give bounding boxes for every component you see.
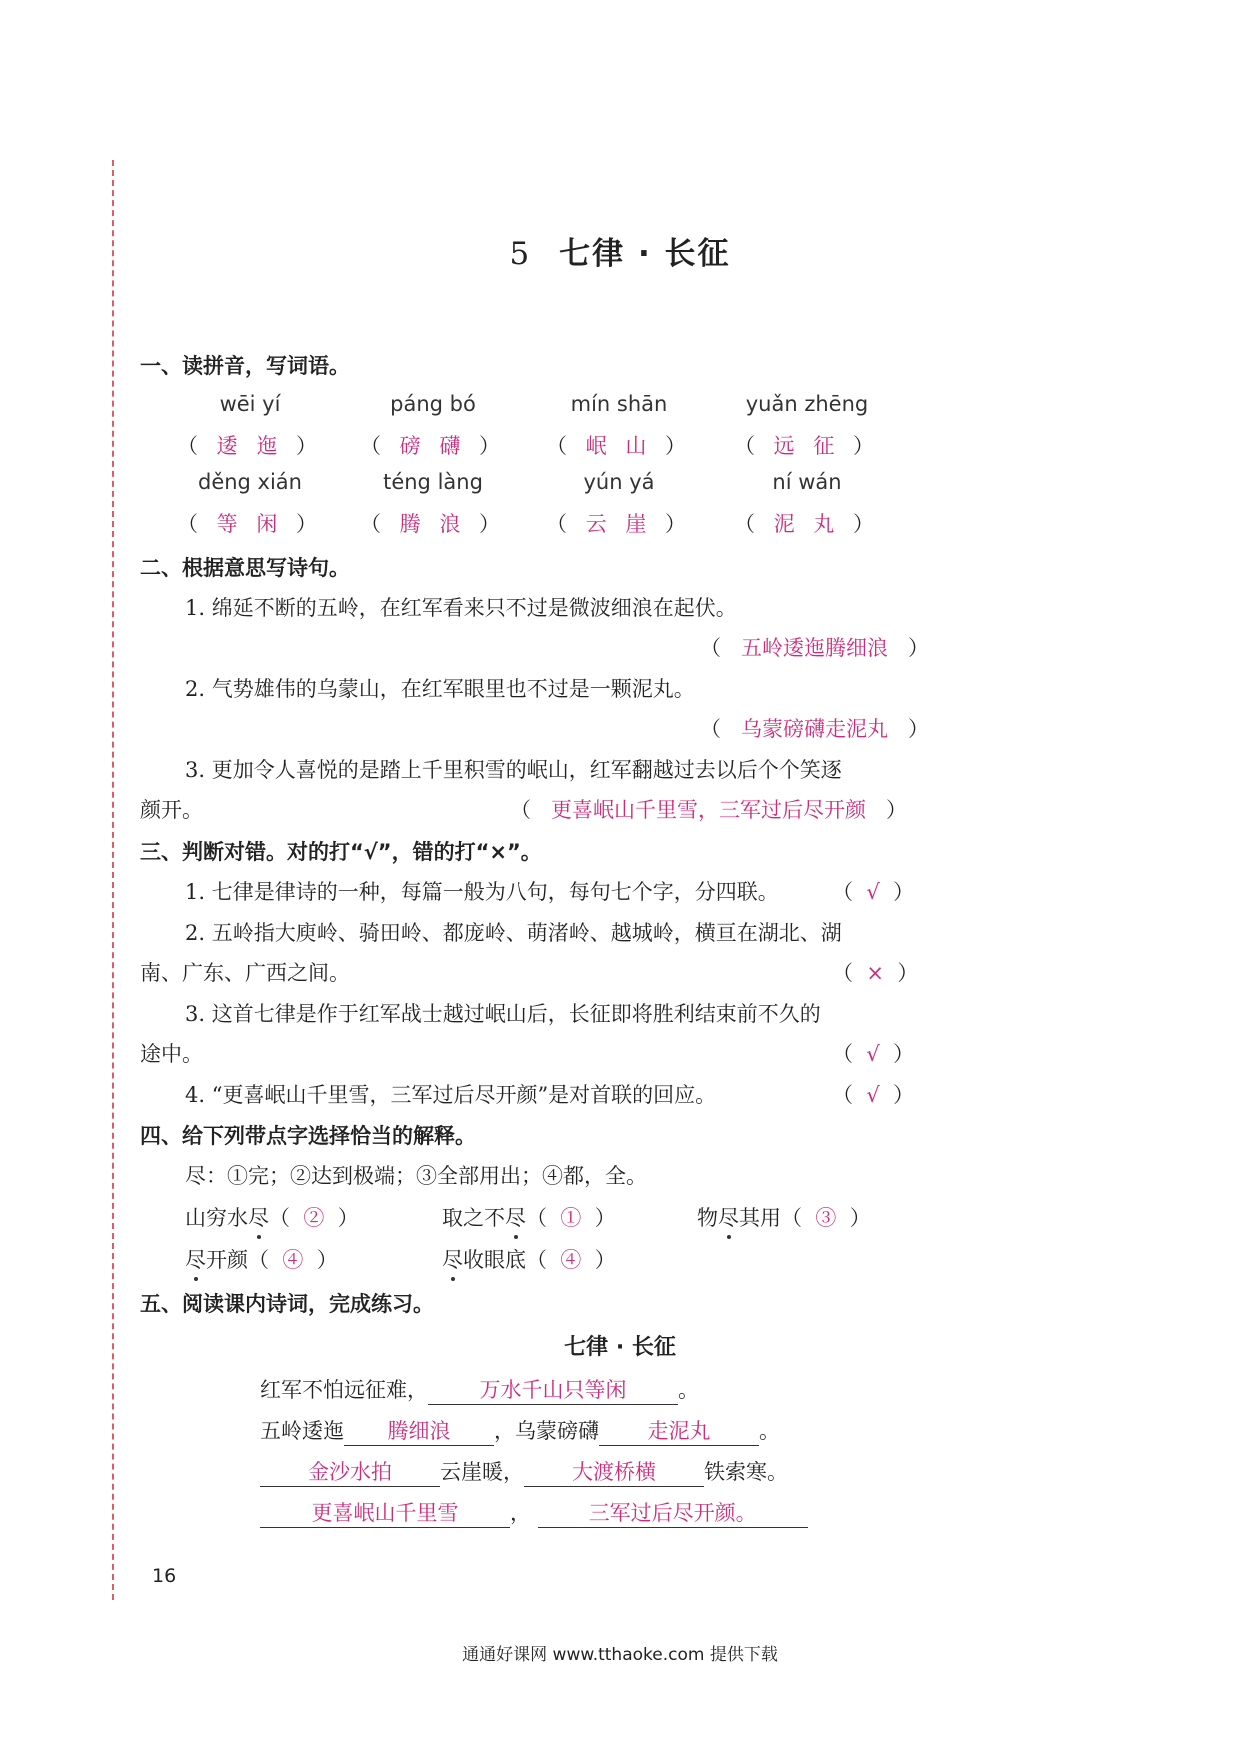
section-2-heading: 二、根据意思写诗句。 [140,556,350,580]
poem-line-3: 金沙水拍 云崖暖， 大渡桥横 铁索寒。 [260,1456,788,1487]
section-3-heading: 三、判断对错。对的打“√”，错的打“×”。 [140,840,542,864]
section-1-heading: 一、读拼音，写词语。 [140,354,350,378]
answer-box-3: （ 岷 山 ） [545,434,693,458]
s3-statement-2: 2. 五岭指大庾岭、骑田岭、都庞岭、萌渚岭、越城岭，横亘在湖北、湖 [185,921,842,945]
poem-answer-5: 大渡桥横 [572,1460,656,1484]
answer-box-7: （ 云 崖 ） [545,512,693,536]
poem-line-4: 更喜岷山千里雪 ， 三军过后尽开颜。 [260,1497,808,1528]
answer-8: 泥 丸 [773,512,841,536]
s2-answer-3-box: （ 更喜岷山千里雪，三军过后尽开颜 ） [510,798,908,822]
pinyin-7: yún yá [583,470,655,494]
answer-2: 磅 礴 [399,434,467,458]
margin-dashed-line [112,160,114,1600]
s4-answer-5: ④ [560,1248,582,1272]
answer-box-1: （ 逶 迤 ） [176,434,324,458]
s3-judgement-3: √ [866,1042,880,1066]
s3-judgement-2: × [866,961,884,985]
answer-box-8: （ 泥 丸 ） [733,512,881,536]
s3-judgement-1-box: （ √ ） [832,880,915,904]
s3-judgement-4-box: （ √ ） [832,1083,915,1107]
s2-answer-1: 五岭逶迤腾细浪 [741,636,889,660]
s2-question-1: 1. 绵延不断的五岭，在红军看来只不过是微波细浪在起伏。 [185,596,737,620]
s4-answer-1: ② [303,1206,325,1230]
dotted-char: 尽 [718,1202,739,1232]
s2-answer-1-box: （ 五岭逶迤腾细浪 ） [700,636,930,660]
s3-statement-1: 1. 七律是律诗的一种，每篇一般为八句，每句七个字，分四联。 [185,880,779,904]
s2-answer-2: 乌蒙磅礴走泥丸 [741,717,889,741]
section-5-heading: 五、阅读课内诗词，完成练习。 [140,1292,434,1316]
s3-statement-4: 4. “更喜岷山千里雪，三军过后尽开颜”是对首联的回应。 [185,1083,717,1107]
poem-answer-7: 三军过后尽开颜。 [588,1501,757,1525]
pinyin-2: páng bó [390,392,476,416]
s4-answer-4: ④ [282,1248,304,1272]
s4-item-1: 山穷水尽（ ② ） [185,1202,359,1232]
poem-title: 七律 · 长征 [564,1335,676,1360]
s4-definitions: 尽：①完；②达到极端；③全部用出；④都，全。 [185,1164,647,1188]
dotted-char: 尽 [248,1202,269,1232]
section-4-heading: 四、给下列带点字选择恰当的解释。 [140,1124,476,1148]
s3-judgement-3-box: （ √ ） [832,1042,915,1066]
pinyin-3: mín shān [570,392,668,416]
footer-watermark: 通通好课网 www.tthaoke.com 提供下载 [462,1645,778,1665]
s4-answer-3: ③ [815,1206,837,1230]
s3-statement-2-cont: 南、广东、广西之间。 [140,961,350,985]
dotted-char: 尽 [442,1244,463,1274]
s2-question-2: 2. 气势雄伟的乌蒙山，在红军眼里也不过是一颗泥丸。 [185,677,695,701]
poem-answer-6: 更喜岷山千里雪 [311,1501,459,1525]
poem-answer-4: 金沙水拍 [308,1460,392,1484]
answer-6: 腾 浪 [399,512,467,536]
answer-box-5: （ 等 闲 ） [176,512,324,536]
s2-question-3-cont: 颜开。 [140,798,203,822]
s3-statement-3-cont: 途中。 [140,1042,203,1066]
answer-1: 逶 迤 [216,434,284,458]
answer-7: 云 崖 [585,512,653,536]
answer-box-2: （ 磅 礴 ） [359,434,507,458]
s3-statement-3: 3. 这首七律是作于红军战士越过岷山后，长征即将胜利结束前不久的 [185,1002,821,1026]
lesson-title [0,228,1240,273]
s4-answer-2: ① [560,1206,582,1230]
lesson-title-text: 七律 · 长征 [559,236,731,272]
answer-4: 远 征 [773,434,841,458]
s4-item-4: 尽开颜（ ④ ） [185,1244,338,1274]
poem-answer-3: 走泥丸 [647,1419,711,1443]
answer-5: 等 闲 [216,512,284,536]
lesson-number: 5 [509,236,532,272]
poem-line-2: 五岭逶迤 腾细浪 ，乌蒙磅礴 走泥丸 。 [260,1415,780,1446]
s2-answer-2-box: （ 乌蒙磅礴走泥丸 ） [700,717,930,741]
page-number: 16 [152,1565,177,1587]
s4-item-2: 取之不尽（ ① ） [442,1202,616,1232]
s4-item-5: 尽收眼底（ ④ ） [442,1244,616,1274]
poem-line-1: 红军不怕远征难， 万水千山只等闲 。 [260,1374,699,1405]
s2-question-3: 3. 更加令人喜悦的是踏上千里积雪的岷山，红军翻越过去以后个个笑逐 [185,758,842,782]
dotted-char: 尽 [505,1202,526,1232]
dotted-char: 尽 [185,1244,206,1274]
poem-answer-1: 万水千山只等闲 [479,1378,627,1402]
s3-judgement-1: √ [866,880,880,904]
pinyin-8: ní wán [772,470,842,494]
answer-box-6: （ 腾 浪 ） [359,512,507,536]
pinyin-1: wēi yí [219,392,281,416]
s4-item-3: 物尽其用（ ③ ） [697,1202,871,1232]
poem-answer-2: 腾细浪 [387,1419,451,1443]
pinyin-5: děng xián [197,470,302,494]
s3-judgement-4: √ [866,1083,880,1107]
s2-answer-3: 更喜岷山千里雪，三军过后尽开颜 [551,798,867,822]
s3-judgement-2-box: （ × ） [832,961,919,985]
pinyin-6: téng làng [383,470,483,494]
answer-box-4: （ 远 征 ） [733,434,881,458]
pinyin-4: yuǎn zhēng [745,392,869,416]
answer-3: 岷 山 [585,434,653,458]
